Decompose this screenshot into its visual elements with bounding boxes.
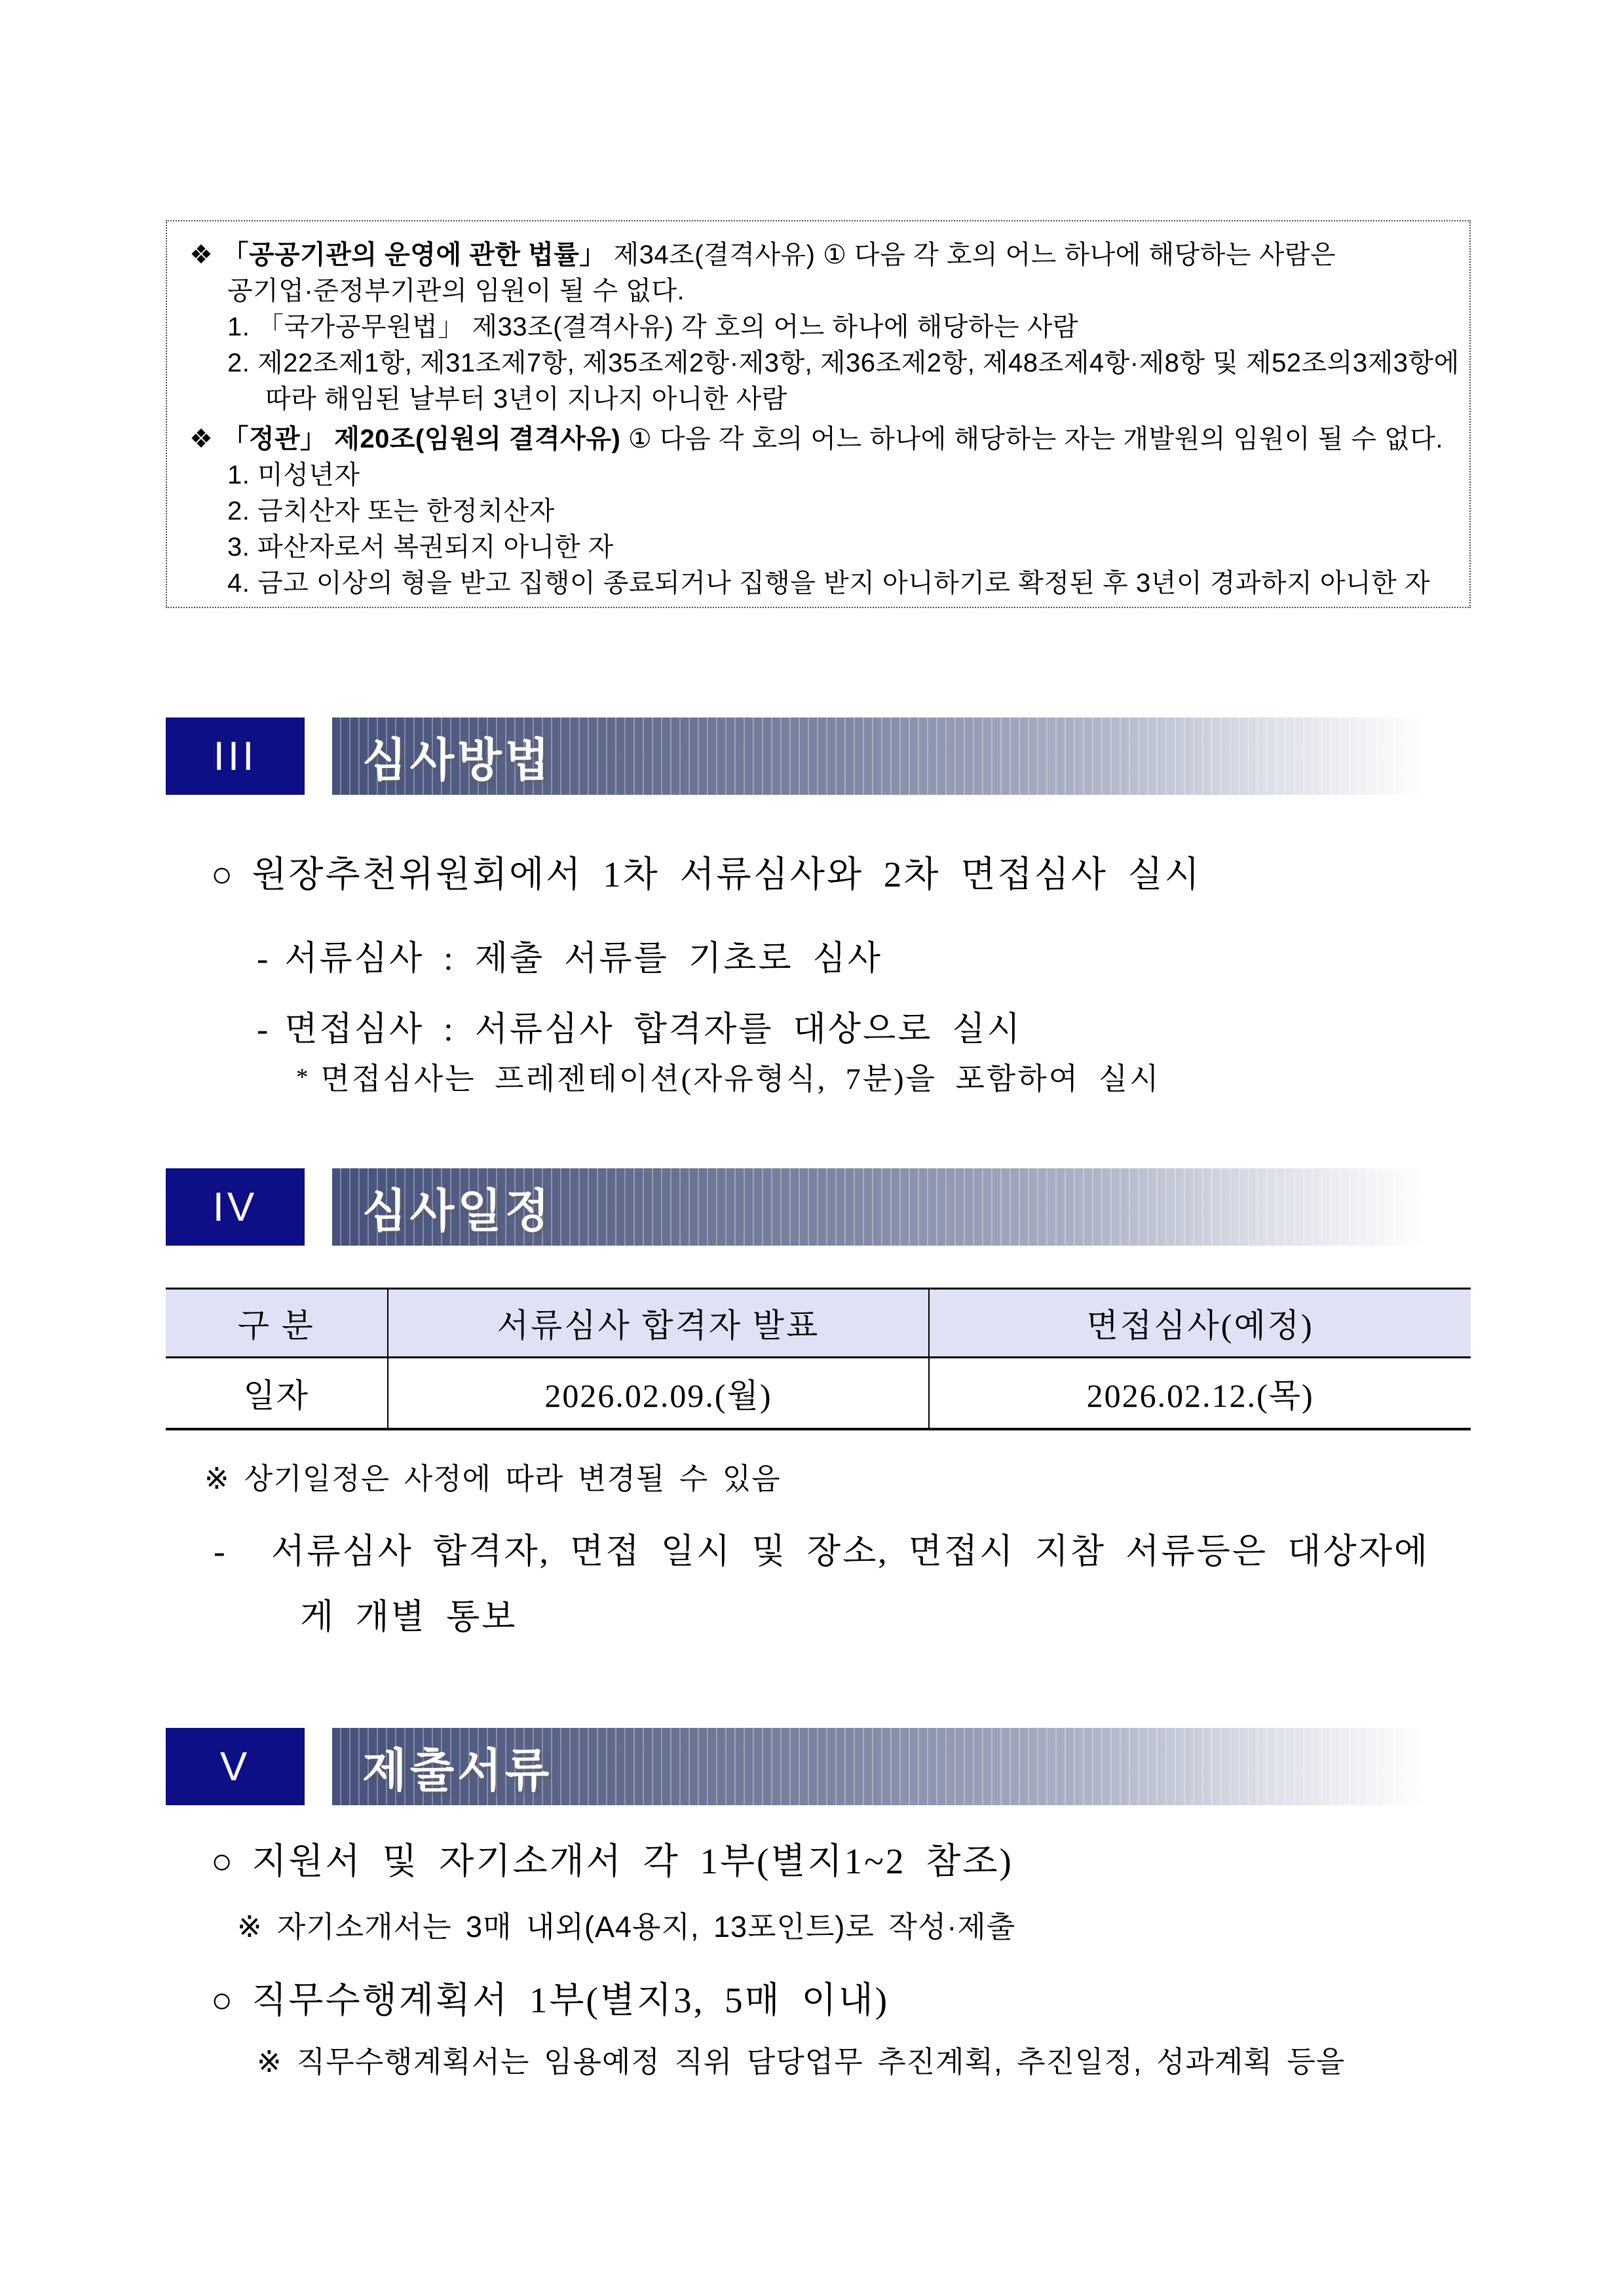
law-item-1-sub-2-cont: 따라 해임된 날부터 3년이 지나지 아니한 사람 — [265, 385, 787, 413]
table-cell-date-2: 2026.02.12.(목) — [929, 1358, 1471, 1430]
circle-bullet-icon: ○ — [211, 1841, 235, 1881]
law-item-2-sub-3: 3. 파산자로서 복권되지 아니한 자 — [227, 533, 614, 562]
submission-note-1 — [237, 1903, 1015, 1945]
law-title: 「정관」 제20조(임원의 결격사유) — [222, 425, 621, 453]
table-cell-date-1: 2026.02.09.(월) — [388, 1358, 930, 1430]
submission-note-2 — [257, 2038, 1345, 2080]
review-method-item-1 — [211, 845, 1201, 897]
law-item-1 — [189, 237, 1447, 273]
law-item-2-sub-1: 1. 미성년자 — [227, 461, 360, 489]
section-title: 심사방법 — [332, 718, 1471, 795]
review-method-item-3 — [257, 1001, 1022, 1050]
section-title: 제출서류 — [332, 1728, 1471, 1805]
law-text: 제34조(결격사유) ① 다음 각 호의 어느 하나에 해당하는 사람은 — [605, 240, 1336, 269]
section-numeral: V — [166, 1728, 305, 1805]
dash-bullet-icon: - — [257, 940, 271, 978]
reference-mark-icon: ※ — [257, 2045, 282, 2078]
section-header-review-schedule — [166, 1168, 1471, 1246]
law-text: ① 다음 각 호의 어느 하나에 해당하는 자는 개발원의 임원이 될 수 없다. — [620, 425, 1443, 453]
law-item-2-sub-2: 2. 금치산자 또는 한정치산자 — [227, 497, 555, 526]
reference-mark-icon: ※ — [204, 1462, 230, 1495]
table-header-category: 구 분 — [166, 1289, 388, 1358]
submission-text: 직무수행계획서 1부(별지3, 5매 이내) — [252, 1980, 890, 2020]
law-item-1-sub-1: 1. 「국가공무원법」 제33조(결격사유) 각 호의 어느 하나에 해당하는 사람 — [227, 313, 1079, 341]
submission-text: 지원서 및 자기소개서 각 1부(별지1~2 참조) — [252, 1841, 1013, 1881]
dash-bullet-icon: - — [257, 1011, 271, 1048]
section-header-review-method — [166, 718, 1471, 795]
law-item-2-sub-4: 4. 금고 이상의 형을 받고 집행이 종료되거나 집행을 받지 아니하기로 확정된 후 3년이 경과하지 아니한 자 — [227, 569, 1431, 598]
schedule-note-text: 상기일정은 사정에 따라 변경될 수 있음 — [244, 1462, 781, 1495]
law-item-1-sub-2: 2. 제22조제1항, 제31조제7항, 제35조제2항·제3항, 제36조제2항, 제48조제4항·제8항 및 제52조의3제3항에 — [227, 349, 1460, 377]
table-row — [166, 1358, 1471, 1430]
law-title: 「공공기관의 운영에 관한 법률」 — [222, 240, 606, 269]
review-method-text: 서류심사 : 제출 서류를 기초로 심사 — [284, 940, 883, 978]
schedule-note-2: - 서류심사 합격자, 면접 일시 및 장소, 면접시 지참 서류등은 대상자에게 개별 통보 — [214, 1533, 1430, 1636]
diamond-bullet-icon: ❖ — [189, 425, 214, 453]
table-header-row — [166, 1289, 1471, 1358]
section-numeral: IV — [166, 1168, 305, 1246]
schedule-table — [166, 1288, 1471, 1430]
circle-bullet-icon: ○ — [211, 1980, 235, 2020]
review-method-text: 면접심사 : 서류심사 합격자를 대상으로 실시 — [284, 1011, 1022, 1048]
review-method-item-2 — [257, 930, 882, 980]
table-header-interview: 면접심사(예정) — [929, 1289, 1471, 1358]
table-cell-row-label: 일자 — [243, 1377, 310, 1414]
section-numeral: III — [166, 718, 305, 795]
review-method-text: 면접심사는 프레젠테이션(자유형식, 7분)을 포함하여 실시 — [320, 1062, 1161, 1096]
schedule-note-1 — [204, 1455, 781, 1497]
section-header-submission-docs — [166, 1728, 1471, 1805]
submission-text: 자기소개서는 3매 내외(A4용지, 13포인트)로 작성·제출 — [276, 1910, 1016, 1943]
review-method-text: 원장추천위원회에서 1차 서류심사와 2차 면접심사 실시 — [252, 854, 1201, 894]
circle-bullet-icon: ○ — [211, 854, 235, 894]
asterisk-bullet-icon: * — [296, 1063, 311, 1090]
schedule-note-text: 서류심사 합격자, 면접 일시 및 장소, 면접시 지참 서류등은 대상자에게 개별 통보 — [271, 1533, 1430, 1636]
review-method-footnote — [296, 1055, 1161, 1098]
diamond-bullet-icon: ❖ — [189, 240, 214, 269]
law-item-1-cont: 공기업·준정부기관의 임원이 될 수 없다. — [227, 277, 685, 305]
table-header-document-result: 서류심사 합격자 발표 — [388, 1289, 930, 1358]
submission-text: 직무수행계획서는 임용예정 직위 담당업무 추진계획, 추진일정, 성과계획 등을 — [296, 2045, 1346, 2078]
submission-item-2 — [211, 1971, 889, 2023]
law-item-2 — [189, 421, 1447, 457]
section-title: 심사일정 — [332, 1168, 1471, 1246]
legal-notice-box — [166, 220, 1471, 608]
reference-mark-icon: ※ — [237, 1910, 263, 1943]
submission-item-1 — [211, 1832, 1013, 1884]
